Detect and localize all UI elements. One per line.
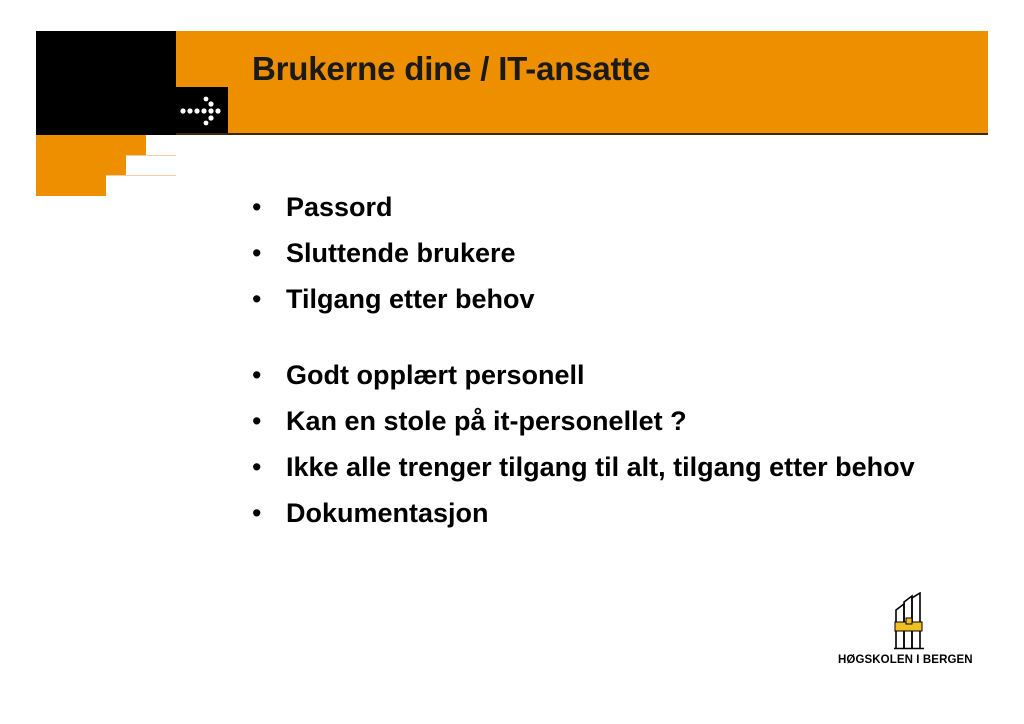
- bullet-list: [250, 192, 950, 544]
- slide-title: Brukerne dine / IT-ansatte: [252, 50, 651, 87]
- hib-building-logo-icon: [893, 592, 925, 650]
- list-item: [250, 406, 950, 437]
- list-item-text: Sluttende brukere: [286, 238, 516, 268]
- dotted-arrow-right-icon: [179, 95, 223, 127]
- header-rule: [176, 133, 988, 135]
- list-item-text: Kan en stole på it-personellet ?: [286, 406, 687, 436]
- institution-logo-text: HØGSKOLEN I BERGEN: [838, 654, 973, 666]
- bullet-marker: •: [252, 360, 262, 390]
- bullet-marker: •: [252, 406, 262, 436]
- bullet-marker: •: [252, 498, 262, 528]
- list-item: [250, 360, 950, 391]
- bullet-marker: •: [252, 238, 262, 268]
- bullet-marker: •: [252, 284, 262, 314]
- list-item: [250, 192, 950, 223]
- list-item: [250, 284, 950, 315]
- bullet-marker: •: [252, 452, 262, 482]
- list-item-text: Dokumentasjon: [286, 498, 489, 528]
- list-item-text: Passord: [286, 192, 393, 222]
- list-item: [250, 498, 950, 529]
- staircase-step: [146, 135, 176, 155]
- header-black-block: [36, 31, 176, 135]
- list-item: [250, 238, 950, 269]
- staircase-step: [106, 175, 176, 197]
- staircase-step: [126, 155, 176, 176]
- list-item: [250, 452, 950, 483]
- list-item-text: Godt opplært personell: [286, 360, 585, 390]
- list-item-text: Ikke alle trenger tilgang til alt, tilgang etter behov: [286, 452, 915, 482]
- list-item-text: Tilgang etter behov: [286, 284, 535, 314]
- bullet-marker: •: [252, 192, 262, 222]
